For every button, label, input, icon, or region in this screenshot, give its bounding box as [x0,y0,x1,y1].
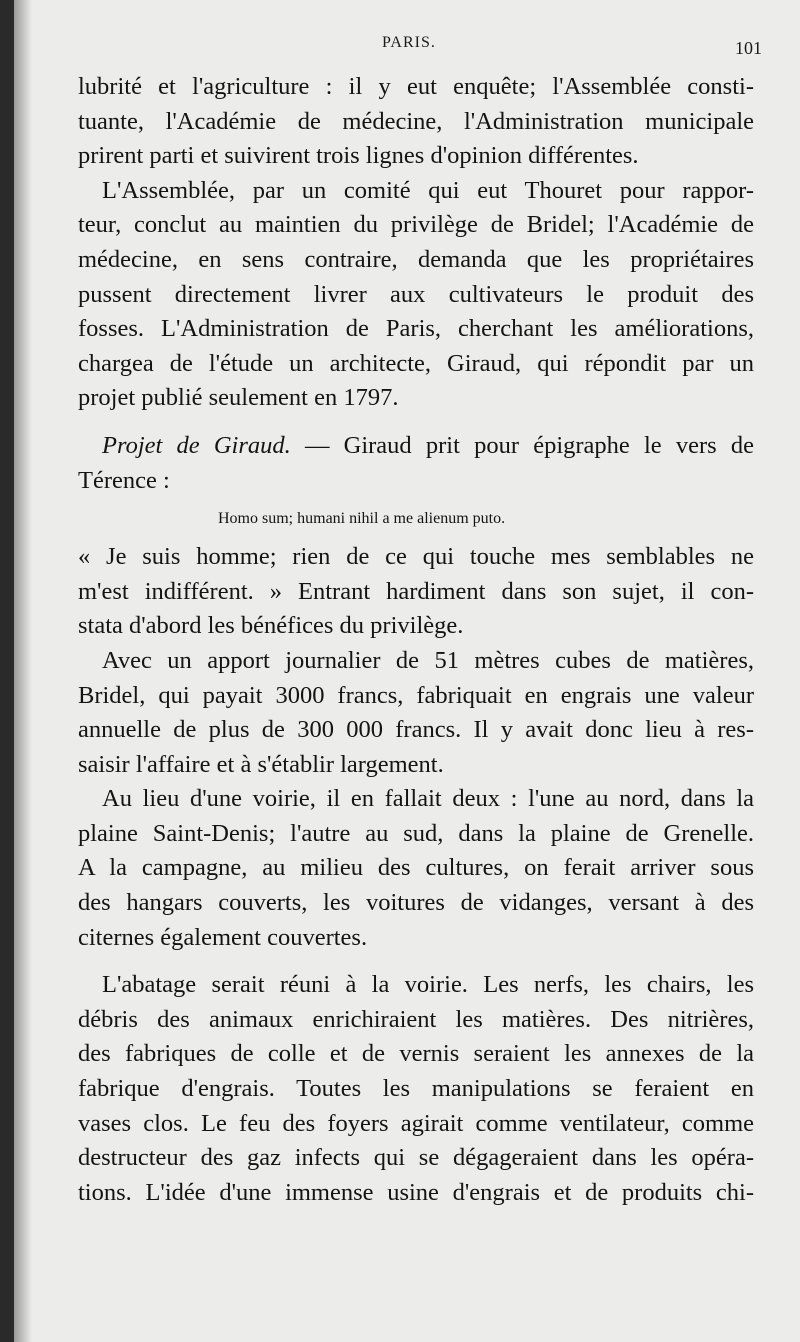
text-line: Avec un apport journalier de 51 mètres cubes de matières, [102,646,754,674]
running-head: PARIS. [382,34,436,51]
paragraph-2 [78,174,754,416]
paragraph-5 [78,644,754,782]
text-line: saisir l'affaire et à s'établir largement. [78,750,444,778]
body-text [78,70,754,1210]
section-heading: Projet de Giraud. [102,431,291,459]
text-line: lubrité et l'agriculture : il y eut enquête; l'Assemblée consti- [78,73,754,100]
paragraph-6 [78,782,754,955]
text-line [78,429,754,464]
text-line: destructeur des gaz infects qui se dégageraient dans les opéra- [78,1144,754,1172]
text-line: pussent directement livrer aux cultivateurs le produit des [78,280,754,308]
text-line: annuelle de plus de 300 000 francs. Il y avait donc lieu à res- [78,716,754,744]
text-line: prirent parti et suivirent trois lignes d'opinion différentes. [78,142,639,170]
text-line: chargea de l'étude un architecte, Giraud, qui répondit par un [78,349,754,377]
text-line: tions. L'idée d'une immense usine d'engrais et de produits chi- [78,1178,754,1206]
paragraph-3 [78,429,754,498]
page-number: 101 [735,38,762,58]
text-line: fosses. L'Administration de Paris, cherchant les améliorations, [78,315,754,343]
page-header [14,34,800,58]
text-line: stata d'abord les bénéfices du privilège. [78,612,464,640]
text-line: Au lieu d'une voirie, il en fallait deux : l'une au nord, dans la [102,785,754,813]
text-line: « Je suis homme; rien de ce qui touche mes semblables ne [78,543,754,571]
paragraph-7 [78,968,754,1210]
page-gutter-shadow [14,0,32,1342]
text-line: Bridel, qui payait 3000 francs, fabriquait en engrais une valeur [78,681,754,709]
text-line: projet publié seulement en 1797. [78,384,399,412]
text-line: des fabriques de colle et de vernis seraient les annexes de la [78,1040,754,1068]
latin-epigraph: Homo sum; humani nihil a me alienum puto. [218,510,506,528]
text-line: des hangars couverts, les voitures de vidanges, versant à des [78,889,754,917]
text-line: fabrique d'engrais. Toutes les manipulations se feraient en [78,1075,754,1103]
text-line: tuante, l'Académie de médecine, l'Administration municipale [78,107,754,135]
text-fragment: — Giraud prit pour épigraphe le vers de [290,431,754,459]
text-line: Térence : [78,466,170,494]
paragraph-1 [78,70,754,174]
text-line: citernes également couvertes. [78,923,368,951]
paragraph-4 [78,540,754,644]
text-line: vases clos. Le feu des foyers agirait comme ventilateur, comme [78,1109,754,1137]
text-line: A la campagne, au milieu des cultures, on ferait arriver sous [78,854,754,882]
text-line: teur, conclut au maintien du privilège de Bridel; l'Académie de [78,211,754,239]
text-line: L'abatage serait réuni à la voirie. Les nerfs, les chairs, les [102,971,754,999]
text-line: L'Assemblée, par un comité qui eut Thouret pour rappor- [102,176,754,204]
text-line: médecine, en sens contraire, demanda que les propriétaires [78,245,754,273]
text-line: plaine Saint-Denis; l'autre au sud, dans la plaine de Grenelle. [78,819,754,847]
text-line: débris des animaux enrichiraient les matières. Des nitrières, [78,1005,754,1033]
text-line: m'est indifférent. » Entrant hardiment dans son sujet, il con- [78,577,754,605]
book-page [14,0,800,1342]
